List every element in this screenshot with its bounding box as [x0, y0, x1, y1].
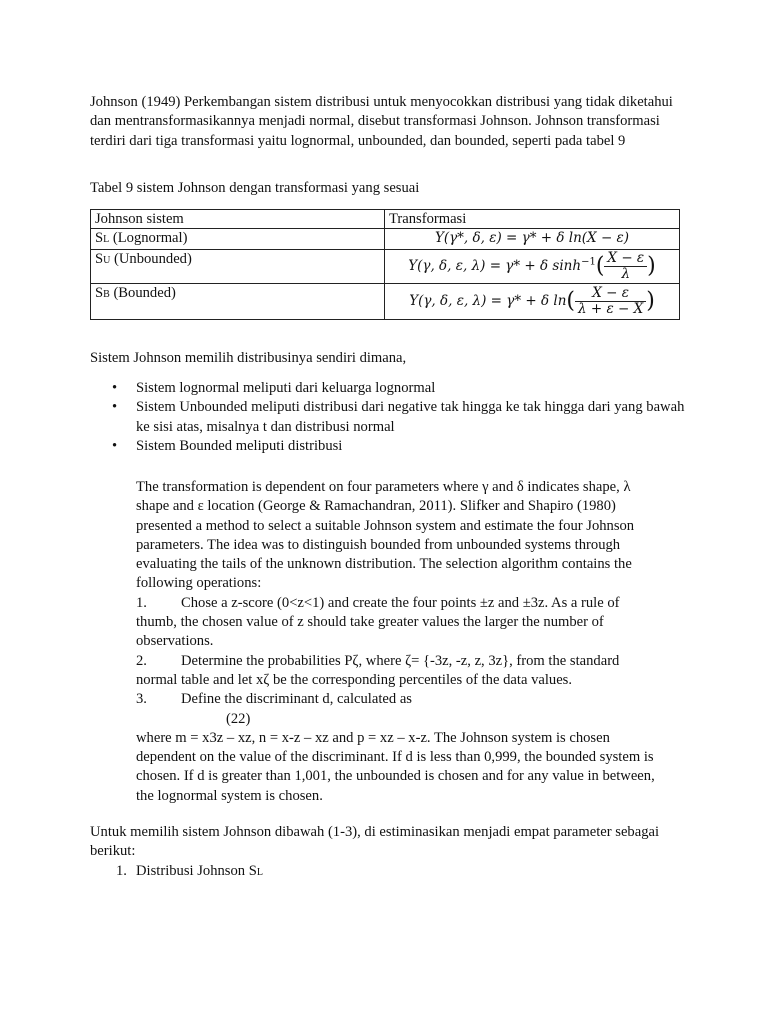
equation-number: (22) [226, 710, 251, 727]
formula-fraction [604, 251, 647, 282]
list-item [90, 437, 690, 456]
text-line: where m = x3z – xz, n = x-z – xz and p = xz – x-z. The Johnson system is chosen [136, 729, 610, 746]
step-line [136, 594, 676, 613]
fraction-denominator: λ + ε − X [578, 301, 644, 317]
bullet-text: Sistem Bounded meliputi distribusi [136, 437, 343, 454]
system-cell [91, 229, 385, 250]
system-subscript: L [103, 234, 110, 245]
johnson-table [90, 209, 680, 320]
system-subscript: B [103, 289, 110, 300]
bullet-icon: • [112, 380, 118, 396]
list-item [90, 398, 690, 437]
formula-cell: Y(γ, δ, ε, λ) = γ* + δ ln( $\frac{X - \varepsilon}{\lambda + \varepsilon - X}$ ) [385, 284, 680, 320]
table-header-cell: Transformasi [385, 210, 680, 229]
bullet-text: Sistem lognormal meliputi dari keluarga lognormal [136, 380, 436, 396]
step-number: 1. [136, 594, 147, 611]
formula-cell: Y(γ, δ, ε, λ) = γ* + δ $\sinh^{-1}$( $\frac{X - \varepsilon}{\lambda}$ ) [385, 250, 680, 284]
choose-text: Sistem Johnson memilih distribusinya sendiri dimana, [90, 350, 407, 366]
formula-superscript: −1 [581, 256, 596, 268]
step-line [136, 690, 676, 709]
step-text: Define the discriminant d, calculated as [181, 691, 412, 708]
system-letter: S [95, 251, 104, 267]
system-name: (Bounded) [109, 285, 176, 301]
text-line: following operations: [136, 575, 262, 592]
formula-cell: Y(γ*, δ, ε) = γ* + δ ln(X − ε) [385, 229, 680, 250]
step-number: 2. [136, 652, 147, 669]
table-caption: Tabel 9 sistem Johnson dengan transformasi yang sesuai [90, 180, 420, 196]
table-header-row [91, 210, 680, 229]
formula-text: Y(γ, δ, ε, λ) = γ* + δ sinh [408, 258, 582, 274]
untuk-paragraph: Untuk memilih sistem Johnson dibawah (1-3), di estiminasikan menjadi empat parameter sebagai berikut: [90, 824, 660, 860]
text-line: chosen. If d is greater than 1,001, the unbounded is chosen and for any value in between, [136, 768, 655, 785]
text-line: The transformation is dependent on four parameters where γ and δ indicates shape, λ [136, 479, 631, 495]
bullet-icon: • [112, 399, 118, 416]
text-line: parameters. The idea was to distinguish bounded from unbounded systems through [136, 536, 621, 553]
text-line: observations. [136, 633, 214, 650]
item-number: 1. [116, 863, 127, 879]
fraction-numerator: X − ε [604, 251, 647, 267]
table-row [91, 229, 680, 250]
step-number: 3. [136, 691, 147, 708]
text-line: dependent on the value of the discriminant. If d is less than 0,999, the bounded system is [136, 749, 654, 766]
system-name: (Unbounded) [110, 251, 192, 267]
table-header-cell: Johnson sistem [91, 210, 385, 229]
text-line: presented a method to select a suitable Johnson system and estimate the four Johnson [136, 517, 635, 534]
list-item [90, 379, 690, 398]
fraction-denominator: λ [621, 266, 631, 282]
system-letter: S [95, 230, 104, 246]
system-letter: S [95, 285, 104, 301]
step-line [136, 652, 676, 671]
item-subscript: L [256, 867, 263, 878]
system-cell [91, 250, 385, 284]
text-line: shape and ε location (George & Ramachandran, 2011). Slifker and Shapiro (1980) [136, 498, 616, 515]
intro-paragraph: Johnson (1949) Perkembangan sistem distribusi untuk menyocokkan distribusi yang tidak diketahui dan mentransformasikannya menjadi normal, disebut transformasi Johnson. Johnson transformasi terdiri dari tiga transformasi yaitu lognormal, unbounded, dan bounded, seperti pada tabel 9 [90, 94, 673, 149]
table-row [91, 250, 680, 284]
bullet-list [90, 379, 690, 456]
step-text: Determine the probabilities Pζ, where ζ= {-3z, -z, z, 3z}, from the standard [181, 652, 620, 669]
formula-fraction [575, 286, 646, 317]
text-line: evaluating the tails of the unknown distribution. The selection algorithm contains the [136, 556, 632, 573]
system-name: (Lognormal) [109, 230, 188, 246]
fraction-numerator: X − ε [575, 286, 646, 302]
text-line: thumb, the chosen value of z should take greater values the larger the number of [136, 614, 604, 631]
system-subscript: U [103, 255, 111, 266]
numbered-item [116, 862, 263, 882]
formula-text: Y(γ, δ, ε, λ) = γ* + δ ln [409, 293, 567, 309]
table-row [91, 284, 680, 320]
text-line: the lognormal system is chosen. [136, 787, 323, 804]
bullet-icon: • [112, 437, 118, 454]
text-line: normal table and let xζ be the corresponding percentiles of the data values. [136, 671, 572, 688]
system-cell [91, 284, 385, 320]
english-section [136, 478, 676, 806]
bullet-text: Sistem Unbounded meliputi distribusi dari negative tak hingga ke tak hingga dari yang bawah ke sisi atas, misalnya t dan distribusi normal [136, 399, 685, 435]
step-text: Chose a z-score (0<z<1) and create the four points ±z and ±3z. As a rule of [181, 594, 620, 611]
item-text: Distribusi Johnson S [136, 863, 257, 879]
